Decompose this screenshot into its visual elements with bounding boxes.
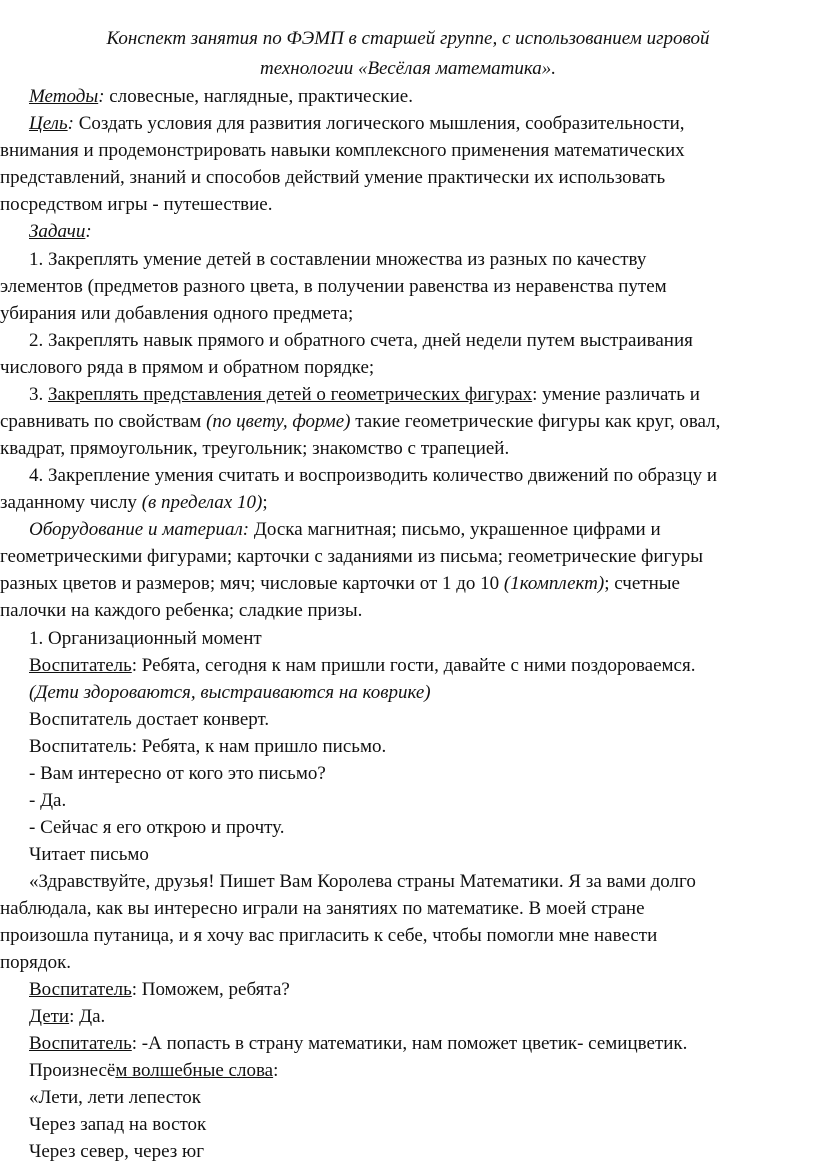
magic-words-intro — [29, 1057, 278, 1085]
tasks-label: Задачи — [29, 221, 86, 242]
equipment-line-3-a: разных цветов и размеров; мяч; числовые карточки от 1 до 10 — [0, 573, 504, 594]
task-3-underlined: Закреплять представления детей о геометрических фигурах — [48, 384, 533, 405]
equipment-text-1: Доска магнитная; письмо, украшенное цифрами и — [249, 519, 661, 540]
methods-text: словесные, наглядные, практические. — [104, 86, 413, 107]
task-1-line-2: элементов (предметов разного цвета, в получении равенства из неравенства путем — [0, 276, 667, 297]
tasks-colon: : — [85, 221, 92, 242]
task-2-line-1: 2. Закреплять навык прямого и обратного счета, дней недели путем выстраивания — [29, 330, 693, 351]
task-1-line-1: 1. Закреплять умение детей в составлении множества из разных по качеству — [29, 249, 647, 270]
goal-line-1 — [29, 110, 685, 138]
task-2-line-2: числового ряда в прямом и обратном порядке; — [0, 357, 375, 378]
teacher-line-1 — [29, 652, 695, 680]
task-1-line-3: убирания или добавления одного предмета; — [0, 303, 354, 324]
poem-line-2: Через запад на восток — [29, 1114, 207, 1135]
org-moment-heading: 1. Организационный момент — [29, 628, 262, 649]
equipment-line-3-italic: (1комплект) — [503, 573, 605, 594]
teacher-question-1-text: : Поможем, ребята? — [131, 979, 290, 1000]
equipment-line-4: палочки на каждого ребенка; сладкие призы. — [0, 600, 363, 621]
goal-line-2: внимания и продемонстрировать навыки комплексного применения математических — [0, 140, 685, 161]
task-3-line-2-a: сравнивать по свойствам — [0, 411, 207, 432]
task-3-line-1 — [29, 381, 700, 409]
equipment-line-1 — [29, 516, 661, 544]
task-3-rest: : умение различать и — [532, 384, 700, 405]
dialog-line-3: - Сейчас я его открою и прочту. — [29, 817, 285, 838]
equipment-line-2: геометрическими фигурами; карточки с заданиями из письма; геометрические фигуры — [0, 546, 704, 567]
poem-line-3: Через север, через юг — [29, 1141, 204, 1162]
goal-colon: : — [67, 113, 74, 134]
task-4-line-2-a: заданному числу — [0, 492, 142, 513]
narration-reads-letter: Читает письмо — [29, 844, 149, 865]
equipment-line-3-b: ; счетные — [604, 573, 680, 594]
teacher-line-1-text: : Ребята, сегодня к нам пришли гости, давайте с ними поздороваемся. — [131, 655, 696, 676]
teacher-question-1 — [29, 976, 290, 1004]
tasks-heading — [29, 218, 92, 246]
dialog-line-1: - Вам интересно от кого это письмо? — [29, 763, 326, 784]
goal-label: Цель — [29, 113, 68, 134]
children-label: Дети — [29, 1006, 70, 1027]
task-3-line-2-italic: (по цвету, форме) — [206, 411, 351, 432]
letter-line-2: наблюдала, как вы интересно играли на занятиях по математике. В моей стране — [0, 898, 645, 919]
letter-line-1: «Здравствуйте, друзья! Пишет Вам Королева страны Математики. Я за вами долго — [29, 871, 696, 892]
goal-line-3: представлений, знаний и способов действий умение практически их использовать — [0, 167, 666, 188]
task-3-line-2-b: такие геометрические фигуры как круг, овал, — [350, 411, 721, 432]
children-answer-text: : Да. — [69, 1006, 106, 1027]
stage-direction: (Дети здороваются, выстраиваются на коврике) — [29, 682, 431, 703]
equipment-line-3 — [0, 570, 680, 598]
goal-line-4: посредством игры - путешествие. — [0, 194, 273, 215]
task-4-line-2-italic: (в пределах 10) — [141, 492, 263, 513]
magic-words-a: Произнесё — [29, 1060, 116, 1081]
methods-label: Методы — [29, 86, 99, 107]
equipment-label: Оборудование и материал: — [29, 519, 250, 540]
task-3-line-2 — [0, 408, 720, 436]
teacher-question-2 — [29, 1030, 687, 1058]
teacher-label: Воспитатель — [29, 655, 132, 676]
magic-words-underlined: м волшебные слова — [115, 1060, 274, 1081]
teacher-label-2: Воспитатель — [29, 979, 132, 1000]
document-title-line-1: Конспект занятия по ФЭМП в старшей группе, с использованием игровой — [106, 28, 710, 49]
task-3-number: 3. — [29, 384, 48, 405]
letter-line-4: порядок. — [0, 952, 72, 973]
narration-envelope: Воспитатель достает конверт. — [29, 709, 270, 730]
goal-text-1: Создать условия для развития логического мышления, сообразительности, — [73, 113, 685, 134]
teacher-question-2-text: : -А попасть в страну математики, нам поможет цветик- семицветик. — [131, 1033, 688, 1054]
teacher-line-2: Воспитатель: Ребята, к нам пришло письмо. — [29, 736, 387, 757]
magic-words-b: : — [273, 1060, 279, 1081]
children-answer — [29, 1003, 105, 1031]
task-4-line-1: 4. Закрепление умения считать и воспроизводить количество движений по образцу и — [29, 465, 718, 486]
task-3-line-3: квадрат, прямоугольник, треугольник; знакомство с трапецией. — [0, 438, 510, 459]
task-4-line-2-b: ; — [262, 492, 268, 513]
methods-paragraph — [29, 83, 413, 111]
document-title-line-2: технологии «Весёлая математика». — [259, 58, 557, 79]
methods-colon: : — [98, 86, 105, 107]
letter-line-3: произошла путаница, и я хочу вас пригласить к себе, чтобы помогли мне навести — [0, 925, 658, 946]
poem-line-1: «Лети, лети лепесток — [29, 1087, 202, 1108]
dialog-line-2: - Да. — [29, 790, 67, 811]
teacher-label-3: Воспитатель — [29, 1033, 132, 1054]
task-4-line-2 — [0, 489, 268, 517]
